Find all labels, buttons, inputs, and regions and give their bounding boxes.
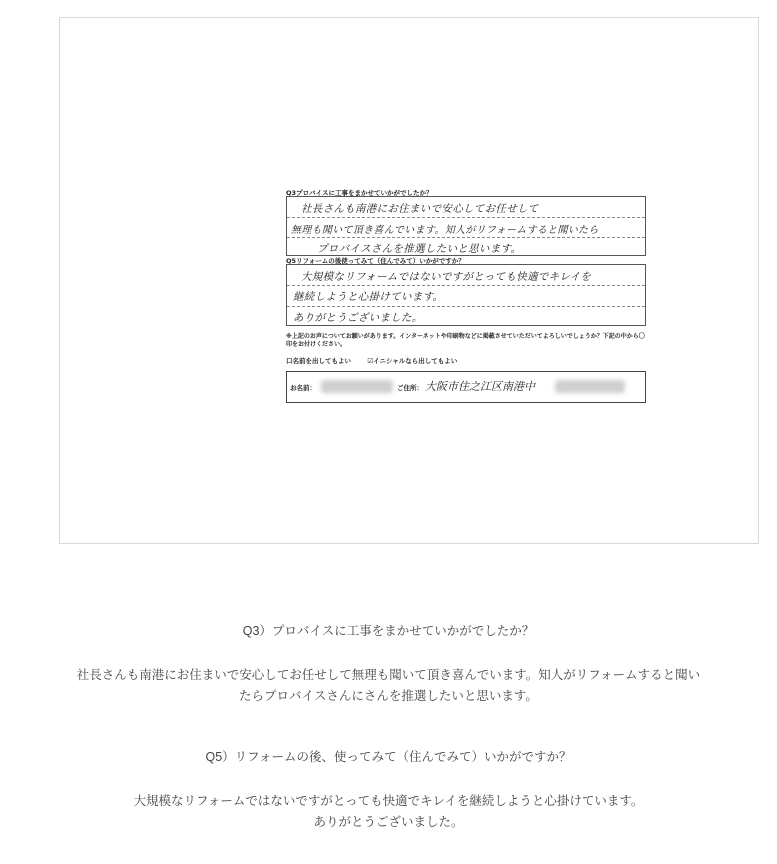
address-label: ご住所：: [397, 384, 423, 392]
ruled-line: [287, 285, 645, 286]
option-name: 口名前を出してもよい: [286, 357, 351, 365]
ruled-line: [287, 237, 645, 238]
ruled-line: [287, 217, 645, 218]
q5-answer-line2: ありがとうございました。: [313, 815, 464, 829]
q5-question: Q5）リフォームの後、使ってみて（住んでみて）いかがですか？: [205, 750, 572, 764]
handwritten-line: ありがとうございました。: [293, 312, 423, 324]
redacted-address: [555, 380, 625, 393]
scan-q5-answer-box: [286, 264, 646, 326]
scan-permission-options: [286, 356, 471, 365]
questionnaire-scan-image: [59, 17, 759, 544]
address-handwritten: 大阪市住之江区南港中: [425, 380, 535, 393]
name-label: お名前：: [290, 384, 316, 392]
scan-q3-title: Q3プロバイスに工事をまかせていかがでしたか？: [286, 189, 433, 197]
scan-q3-answer-box: [286, 196, 646, 256]
ruled-line: [287, 306, 645, 307]
scan-q5-title: Q5リフォームの後使ってみて（住んでみて）いかがですか？: [286, 257, 465, 265]
questionnaire-form: [286, 188, 646, 410]
option-initial: ☑イニシャルなら出してもよい: [367, 357, 458, 365]
handwritten-line: 継続しようと心掛けています。: [293, 291, 444, 303]
handwritten-line: プロバイスさんを推選したいと思います。: [317, 243, 522, 255]
redacted-name: [321, 380, 393, 393]
handwritten-line: 大規模なリフォームではないですがとっても快適でキレイを: [301, 271, 592, 283]
handwritten-line: 社長さんも南港にお住まいで安心してお任せして: [301, 203, 539, 215]
handwritten-line: 無理も聞いて頂き喜んでいます。知人がリフォームすると聞いたら: [291, 225, 599, 236]
q3-question: Q3）プロバイスに工事をまかせていかがでしたか？: [242, 624, 535, 638]
scan-publication-note: ※上記のお声についてお願いがあります。インターネットや印刷物などに掲載させていただいてよろしいでしょうか？下記の中から〇印をお付けください。: [286, 333, 645, 348]
q3-answer-line1: 社長さんも南港にお住まいで安心してお任せして無理も聞いて頂き喜んでいます。知人がリフォームすると聞い: [76, 668, 701, 682]
q5-answer-line1: 大規模なリフォームではないですがとっても快適でキレイを継続しようと心掛けています。: [133, 794, 644, 808]
q3-answer-line2: たらプロバイスさんにさんを推選したいと思います。: [239, 689, 538, 703]
scan-name-address-box: [286, 371, 646, 403]
